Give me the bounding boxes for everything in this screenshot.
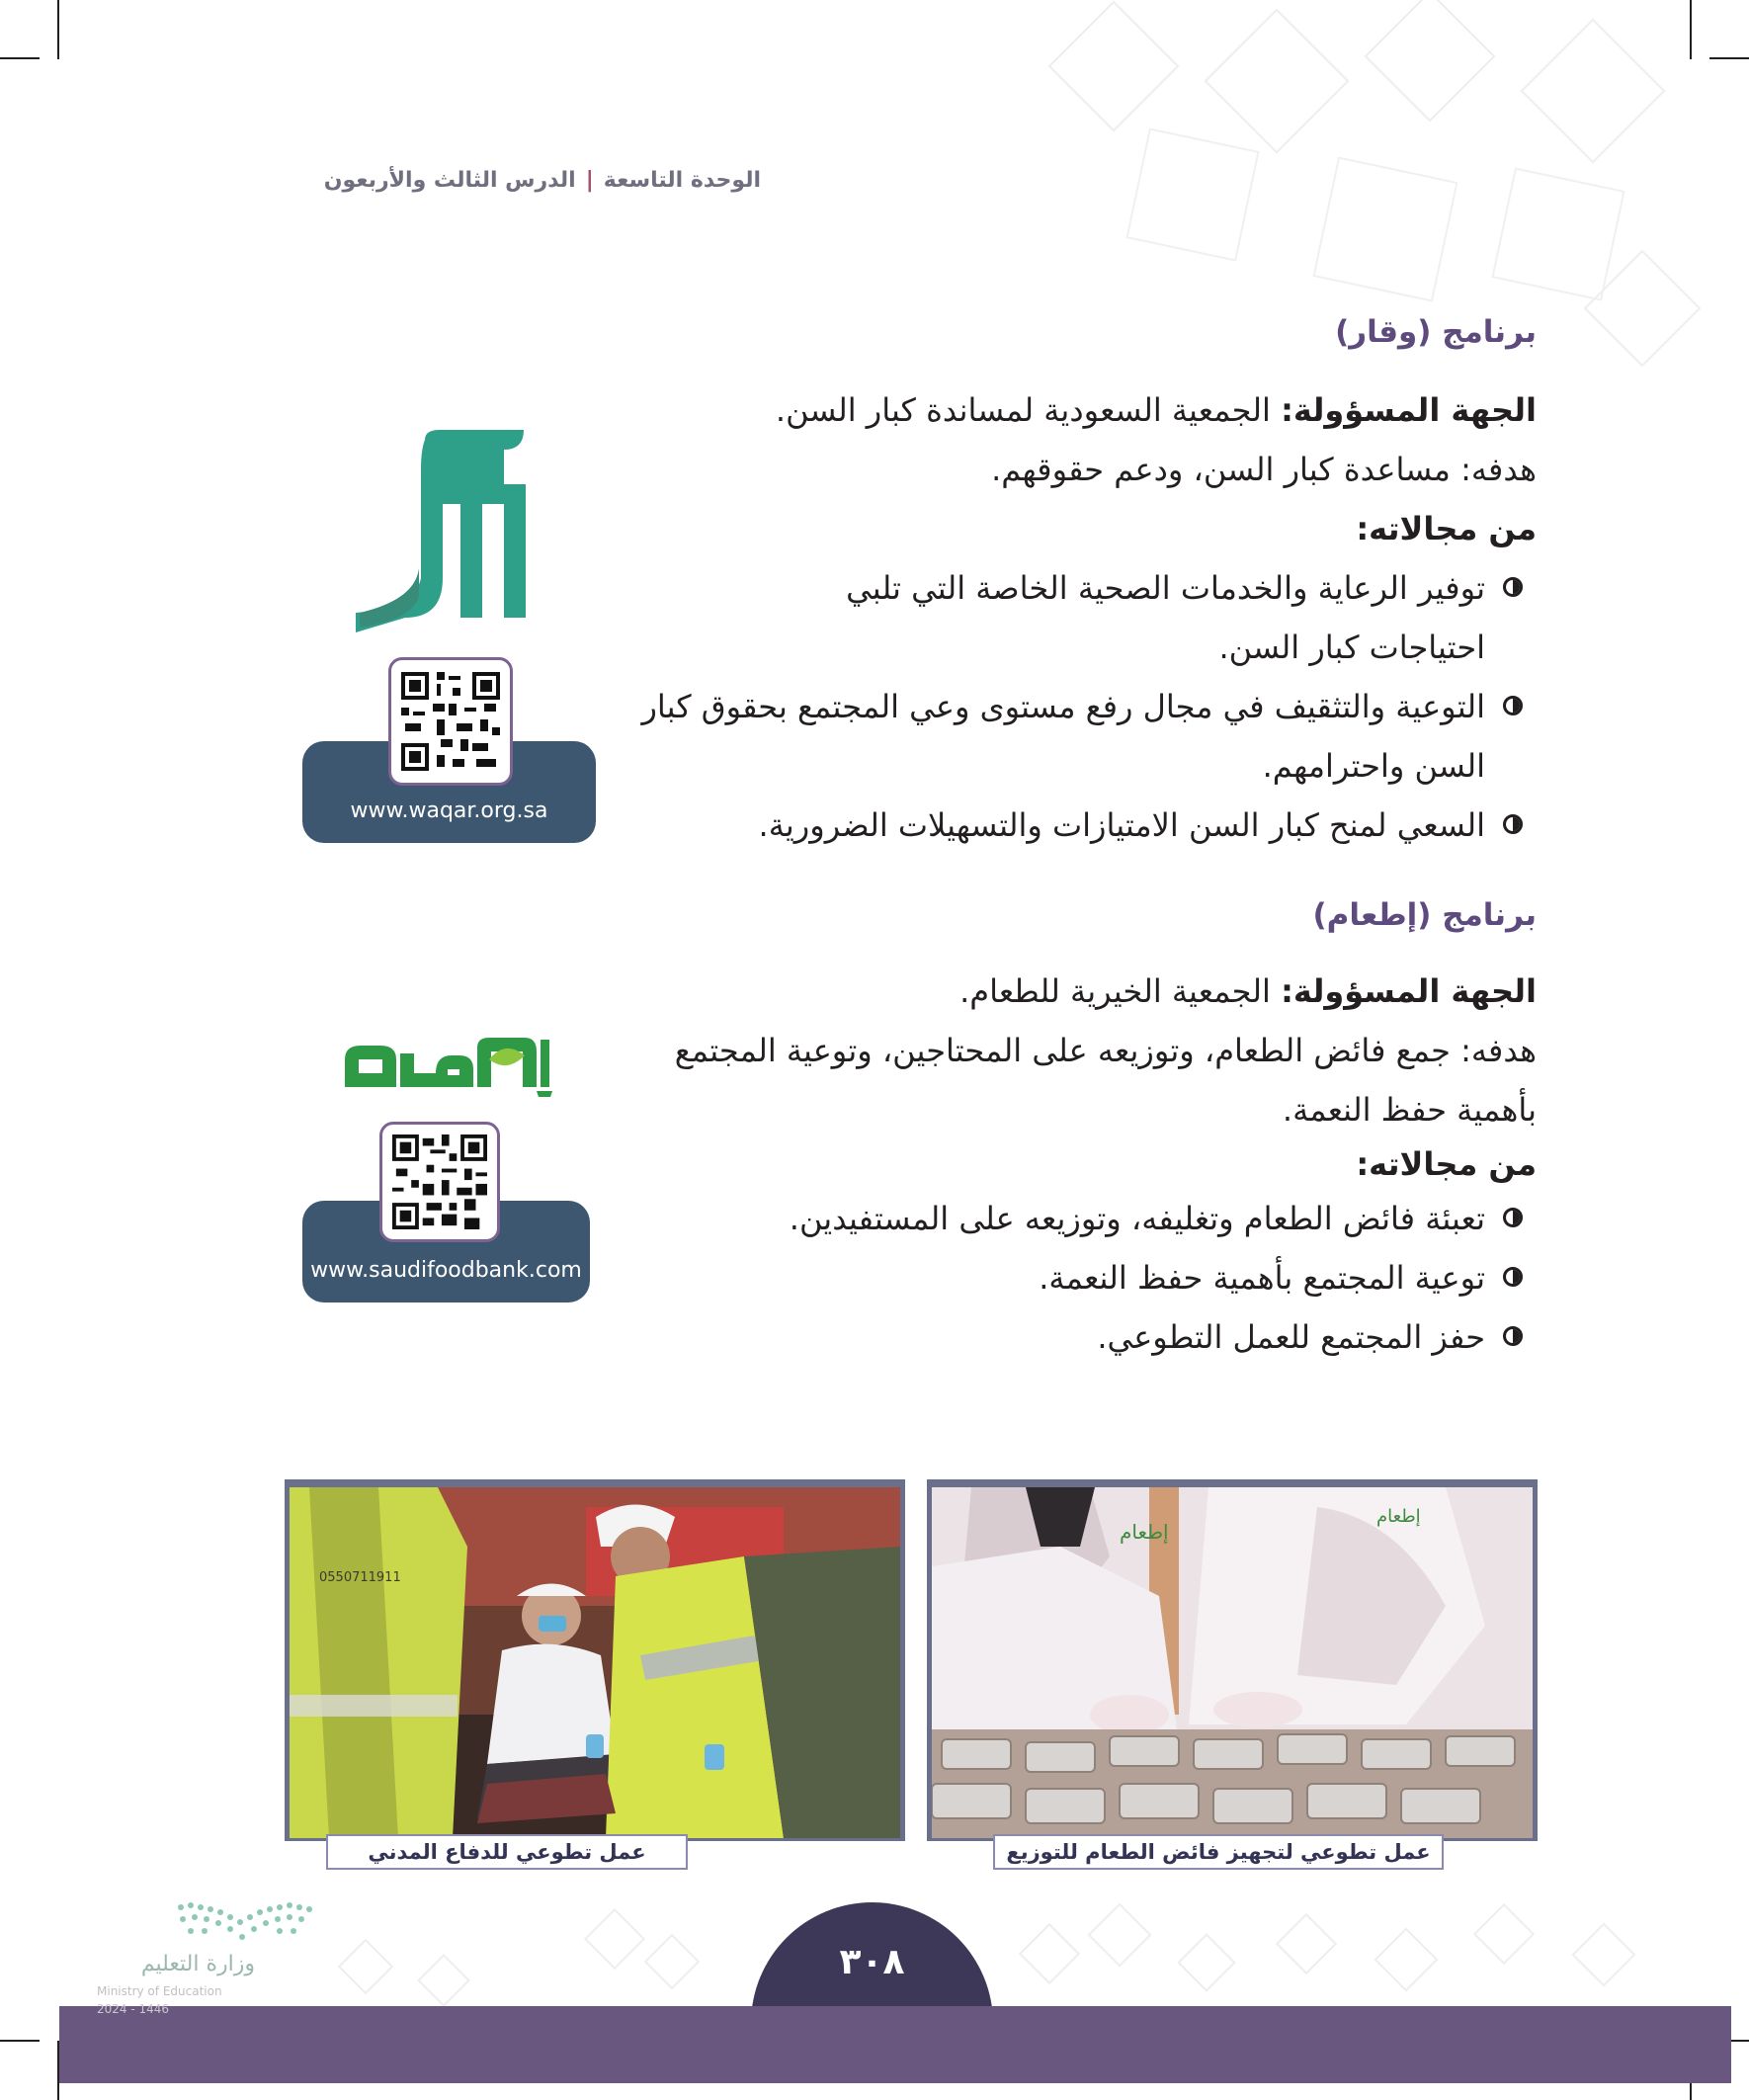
ministry-name-ar: وزارة التعليم (140, 1952, 255, 1976)
bullet-icon (1503, 577, 1523, 597)
bullet-icon (1503, 696, 1523, 715)
eta3am-goal: هدفه: جمع فائض الطعام، وتوزيعه على المحتاجين، وتوعية المجتمع بأهمية حفظ النعمة. (674, 1032, 1537, 1129)
eta3am-title: برنامج (إطعام) (1312, 897, 1537, 933)
waqar-body (627, 380, 1537, 855)
eta3am-responsible (608, 962, 1537, 1021)
waqar-responsible-label: الجهة المسؤولة: (1281, 391, 1537, 429)
bullet-icon (1503, 1267, 1523, 1287)
vest-phone-text: 0550711911 (319, 1570, 401, 1585)
apron-logo-text: إطعام (1376, 1506, 1421, 1527)
bullet-icon (1503, 1208, 1523, 1227)
waqar-fields-label: من مجالاته: (1356, 510, 1537, 547)
page-header (168, 168, 761, 193)
ministry-logo (97, 1897, 334, 2036)
waqar-url[interactable]: www.waqar.org.sa (350, 798, 548, 823)
eta3am-fields-label: من مجالاته: (1356, 1145, 1537, 1183)
eta3am-fields-list (608, 1189, 1537, 1367)
crop-mark (0, 57, 40, 59)
list-item: توفير الرعاية والخدمات الصحية الخاصة التي تلبي احتياجات كبار السن. (793, 558, 1537, 677)
civil-defense-illustration (290, 1487, 900, 1838)
eta3am-body (608, 962, 1537, 1367)
header-lesson: الدرس الثالث والأربعون (323, 168, 576, 193)
header-separator: | (585, 168, 594, 193)
bullet-icon (1503, 1326, 1523, 1346)
eta3am-responsible-value: الجمعية الخيرية للطعام. (959, 972, 1282, 1010)
list-item: تعبئة فائض الطعام وتغليفه، وتوزيعه على المستفيدين. (608, 1189, 1537, 1248)
food-packing-photo (932, 1487, 1533, 1838)
apron-logo-text: إطعام (1120, 1520, 1169, 1544)
eta3am-logo (341, 1030, 553, 1099)
food-packing-illustration (932, 1487, 1533, 1838)
waqar-responsible-value: الجمعية السعودية لمساندة كبار السن. (775, 391, 1282, 429)
waqar-logo (356, 430, 534, 632)
waqar-logo-icon (356, 430, 534, 632)
crop-mark (1709, 57, 1749, 59)
waqar-goal: هدفه: مساعدة كبار السن، ودعم حقوقهم. (991, 451, 1537, 488)
waqar-qr-code[interactable] (388, 657, 513, 786)
eta3am-url[interactable]: www.saudifoodbank.com (310, 1258, 582, 1283)
crop-mark (0, 2040, 40, 2042)
eta3am-logo-icon (341, 1030, 553, 1099)
food-photo-caption: عمل تطوعي لتجهيز فائض الطعام للتوزيع (993, 1834, 1444, 1870)
list-item: توعية المجتمع بأهمية حفظ النعمة. (608, 1248, 1537, 1307)
qr-icon (392, 1134, 487, 1229)
eta3am-responsible-label: الجهة المسؤولة: (1281, 972, 1537, 1010)
list-item: التوعية والتثقيف في مجال رفع مستوى وعي المجتمع بحقوق كبار السن واحترامهم. (627, 677, 1537, 796)
crop-mark (57, 0, 59, 59)
qr-icon (401, 672, 500, 771)
waqar-responsible (627, 380, 1537, 440)
page-number: ٣٠٨ (839, 1942, 905, 1982)
list-item: حفز المجتمع للعمل التطوعي. (608, 1307, 1537, 1367)
waqar-title: برنامج (وقار) (1335, 314, 1537, 350)
header-unit: الوحدة التاسعة (603, 168, 761, 193)
crop-mark (1690, 0, 1692, 59)
ministry-name-en: Ministry of Education (97, 1984, 222, 1998)
ministry-dots-icon (171, 1897, 319, 1947)
ministry-year: 2024 - 1446 (97, 2002, 170, 2016)
eta3am-qr-code[interactable] (379, 1122, 500, 1242)
bullet-icon (1503, 814, 1523, 834)
civil-photo-caption: عمل تطوعي للدفاع المدني (326, 1834, 688, 1870)
list-item: السعي لمنح كبار السن الامتيازات والتسهيلات الضرورية. (627, 796, 1537, 855)
waqar-fields-list (627, 558, 1537, 855)
civil-defense-photo (290, 1487, 900, 1838)
